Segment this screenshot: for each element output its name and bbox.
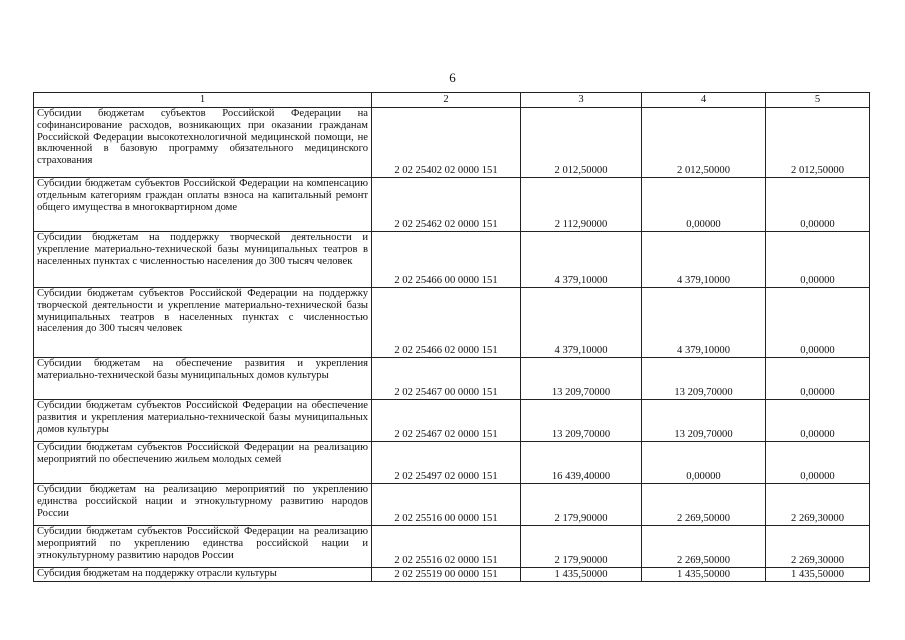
row-description: Субсидии бюджетам субъектов Российской Федерации на поддержку творческой деятельности и укрепление материально-технической базы муниципальных театров в населенных пунктах с численностью населения до 300 тысяч человек bbox=[34, 288, 372, 358]
row-code: 2 02 25516 02 0000 151 bbox=[372, 526, 521, 568]
row-value-2: 2 012,50000 bbox=[642, 108, 766, 178]
row-description: Субсидии бюджетам субъектов Российской Федерации на реализацию мероприятий по обеспечению жильем молодых семей bbox=[34, 442, 372, 484]
row-description: Субсидия бюджетам на поддержку отрасли культуры bbox=[34, 568, 372, 582]
row-value-3: 2 269,30000 bbox=[766, 526, 870, 568]
row-code: 2 02 25466 02 0000 151 bbox=[372, 288, 521, 358]
row-value-1: 2 179,90000 bbox=[521, 484, 642, 526]
row-description: Субсидии бюджетам субъектов Российской Федерации на софинансирование расходов, возникающих при оказании гражданам Российской Федерации высокотехнологичной медицинской помощи, не включенной в базовую программу обязательного медицинского страхования bbox=[34, 108, 372, 178]
row-value-1: 2 112,90000 bbox=[521, 178, 642, 232]
row-value-3: 0,00000 bbox=[766, 232, 870, 288]
table-row bbox=[34, 108, 870, 178]
row-value-3: 2 012,50000 bbox=[766, 108, 870, 178]
row-value-3: 0,00000 bbox=[766, 288, 870, 358]
row-value-1: 1 435,50000 bbox=[521, 568, 642, 582]
table-row bbox=[34, 568, 870, 582]
row-value-3: 0,00000 bbox=[766, 442, 870, 484]
row-value-1: 2 179,90000 bbox=[521, 526, 642, 568]
row-value-2: 4 379,10000 bbox=[642, 232, 766, 288]
table-row bbox=[34, 526, 870, 568]
row-description: Субсидии бюджетам на поддержку творческой деятельности и укрепление материально-технической базы муниципальных театров в населенных пунктах с численностью населения до 300 тысяч человек bbox=[34, 232, 372, 288]
row-value-3: 1 435,50000 bbox=[766, 568, 870, 582]
row-code: 2 02 25467 02 0000 151 bbox=[372, 400, 521, 442]
row-value-1: 13 209,70000 bbox=[521, 358, 642, 400]
row-code: 2 02 25519 00 0000 151 bbox=[372, 568, 521, 582]
row-description: Субсидии бюджетам субъектов Российской Федерации на обеспечение развития и укрепления материально-технической базы муниципальных домов культуры bbox=[34, 400, 372, 442]
column-header-1: 1 bbox=[34, 93, 372, 108]
row-value-2: 0,00000 bbox=[642, 442, 766, 484]
row-code: 2 02 25467 00 0000 151 bbox=[372, 358, 521, 400]
row-value-3: 0,00000 bbox=[766, 400, 870, 442]
row-code: 2 02 25466 00 0000 151 bbox=[372, 232, 521, 288]
table-row bbox=[34, 232, 870, 288]
row-value-3: 0,00000 bbox=[766, 178, 870, 232]
table-row bbox=[34, 178, 870, 232]
row-code: 2 02 25402 02 0000 151 bbox=[372, 108, 521, 178]
row-value-2: 13 209,70000 bbox=[642, 358, 766, 400]
table-row bbox=[34, 358, 870, 400]
column-header-2: 2 bbox=[372, 93, 521, 108]
page-number: 6 bbox=[449, 70, 456, 85]
row-value-2: 2 269,50000 bbox=[642, 484, 766, 526]
row-description: Субсидии бюджетам на обеспечение развития и укрепления материально-технической базы муниципальных домов культуры bbox=[34, 358, 372, 400]
row-value-3: 0,00000 bbox=[766, 358, 870, 400]
table-row bbox=[34, 400, 870, 442]
row-value-1: 16 439,40000 bbox=[521, 442, 642, 484]
table-header-row bbox=[34, 93, 870, 108]
row-description: Субсидии бюджетам субъектов Российской Федерации на реализацию мероприятий по укреплению единства российской нации и этнокультурному развитию народов России bbox=[34, 526, 372, 568]
row-value-2: 0,00000 bbox=[642, 178, 766, 232]
row-value-3: 2 269,30000 bbox=[766, 484, 870, 526]
row-description: Субсидии бюджетам на реализацию мероприятий по укреплению единства российской нации и этнокультурному развитию народов России bbox=[34, 484, 372, 526]
table-row bbox=[34, 442, 870, 484]
row-value-1: 2 012,50000 bbox=[521, 108, 642, 178]
column-header-5: 5 bbox=[766, 93, 870, 108]
row-description: Субсидии бюджетам субъектов Российской Федерации на компенсацию отдельным категориям граждан оплаты взноса на капитальный ремонт общего имущества в многоквартирном доме bbox=[34, 178, 372, 232]
row-value-2: 4 379,10000 bbox=[642, 288, 766, 358]
row-value-1: 13 209,70000 bbox=[521, 400, 642, 442]
row-value-2: 2 269,50000 bbox=[642, 526, 766, 568]
row-value-1: 4 379,10000 bbox=[521, 232, 642, 288]
table-row bbox=[34, 288, 870, 358]
row-code: 2 02 25462 02 0000 151 bbox=[372, 178, 521, 232]
row-value-2: 13 209,70000 bbox=[642, 400, 766, 442]
row-code: 2 02 25497 02 0000 151 bbox=[372, 442, 521, 484]
column-header-3: 3 bbox=[521, 93, 642, 108]
row-value-1: 4 379,10000 bbox=[521, 288, 642, 358]
row-value-2: 1 435,50000 bbox=[642, 568, 766, 582]
table-row bbox=[34, 484, 870, 526]
column-header-4: 4 bbox=[642, 93, 766, 108]
row-code: 2 02 25516 00 0000 151 bbox=[372, 484, 521, 526]
budget-table bbox=[33, 92, 870, 582]
